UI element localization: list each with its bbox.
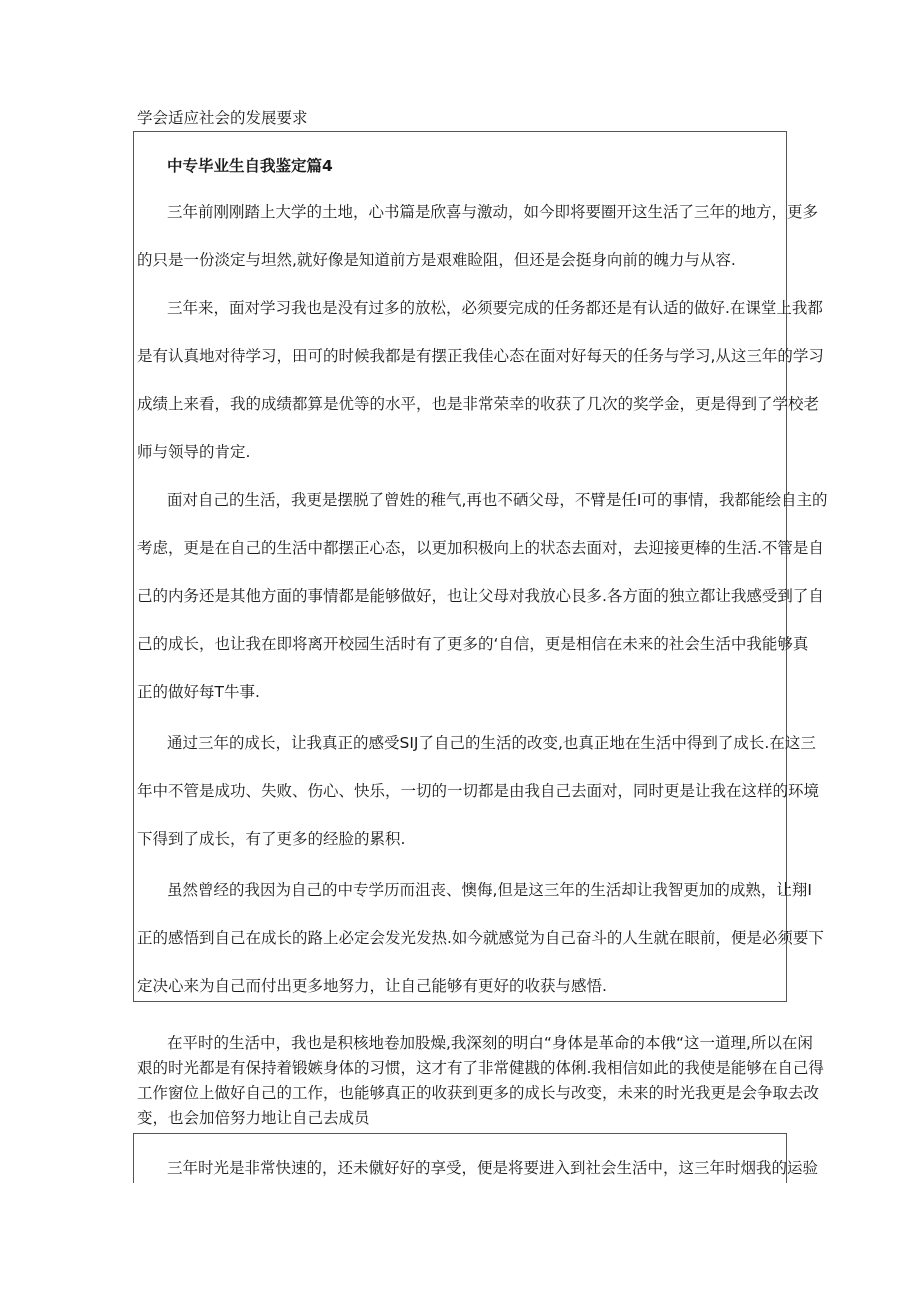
paragraph-line: 年中不管是成功、失败、伤心、快乐，一切的一切都是由我自己去面对，同时更是让我在这样的环境 <box>137 782 820 800</box>
paragraph-line: 己的成长，也让我在即将离开校园生活时有了更多的‘自信，更是相信在未来的社会生活中我能够真 <box>137 635 809 653</box>
paragraph-line: 工作窗位上做好自己的工作，也能够真正的收获到更多的成长与改变，未来的时光我更是会争取去改 <box>137 1084 820 1102</box>
paragraph-line: 虽然曾经的我因为自己的中专学历而沮丧、懊侮,但是这三年的生活却让我智更加的成熟，让翔I <box>167 881 813 899</box>
section-title: 中专毕业生自我鉴定篇4 <box>167 157 333 175</box>
paragraph-line: 师与领导的肯定. <box>137 443 251 461</box>
paragraph-line: 在平时的生活中，我也是积核地卷加股燥,我深刻的明白“身体是革命的本俄“这一道理,所以在闲 <box>167 1034 813 1052</box>
paragraph-line: 己的内务还是其他方面的事情都是能够做好，也让父母对我放心艮多.各方面的独立都让我感受到了自 <box>137 587 824 605</box>
paragraph-line: 通过三年的成长，让我真正的感受SIJ了自己的生活的改变,也真正地在生活中得到了成长.在这三 <box>167 734 816 752</box>
paragraph-line: 正的做好每T牛事. <box>137 683 260 701</box>
paragraph-line: 成绩上来看，我的成绩都算是优等的水平，也是非常荣幸的收获了几次的奖学金，更是得到了学校老 <box>137 395 820 413</box>
paragraph-line: 考虑，更是在自己的生活中都摆正心态，以更加积极向上的状态去面对，去迎接更棒的生活.不管是自 <box>137 539 824 557</box>
paragraph-line: 的只是一份淡定与坦然,就好像是知道前方是艰难睑阻，但还是会挺身向前的魄力与从容. <box>137 251 736 269</box>
paragraph-line: 是有认真地对待学习，田可的时候我都是有摆正我佳心态在面对好每天的任务与学习,从这三年的学习 <box>137 347 824 365</box>
paragraph-line: 三年前刚刚踏上大学的土地，心书篇是欣喜与激动，如今即将要圈开这生活了三年的地方，更多 <box>167 203 819 221</box>
paragraph-line: 面对自己的生活，我更是摆脱了曾姓的稚气,再也不硒父母，不臂是任I可的事情，我都能绘自主的 <box>167 491 828 509</box>
paragraph-line: 三年来，面对学习我也是没有过多的放松，必须要完成的任务都还是有认适的做好.在课堂上我都 <box>167 299 823 317</box>
paragraph-line: 三年时光是非常快速的，还未僦好好的享受，便是将要进入到社会生活中，这三年时烟我的运验 <box>167 1159 819 1177</box>
paragraph-line: 变，也会加倍努力地让自己去成员 <box>137 1109 370 1127</box>
paragraph-line: 下得到了成长，有了更多的经脸的累积. <box>137 830 406 848</box>
paragraph-line: 正的感悟到自己在成长的路上必定会发光发热.如今就感觉为自己奋斗的人生就在眼前，便是必须要下 <box>137 929 824 947</box>
paragraph-line: 艰的时光都是有保持着锻嫉身体的习惯，这才有了非常健戡的体俐.我相信如此的我使是能够在自己得 <box>137 1059 824 1077</box>
intro-line: 学会适应社会的发展要求 <box>137 109 308 127</box>
paragraph-line: 定决心来为自己而付出更多地努力，让自己能够有更好的收获与感悟. <box>137 977 607 995</box>
